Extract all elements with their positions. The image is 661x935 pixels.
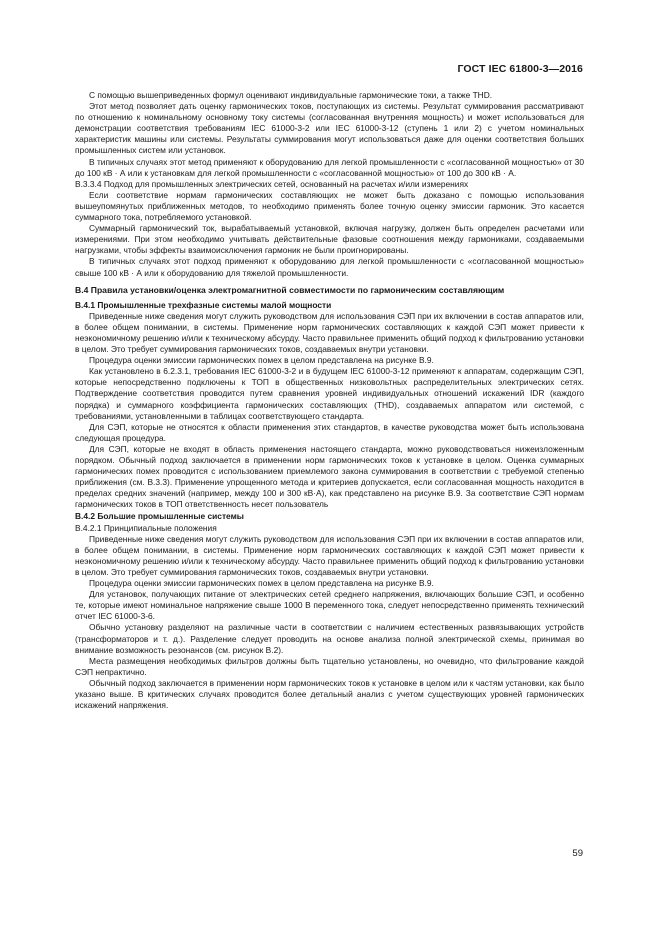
paragraph: В типичных случаях этот метод применяют к оборудованию для легкой промышленности с «согласованной мощностью» от 30 до 100 кВ · А или к установкам для легкой промышленности с «согласованной мощностью» от 100 до 300 кВ · А.	[75, 156, 584, 178]
paragraph: Обычно установку разделяют на различные части в соответствии с наличием естественных развязывающих устройств (трансформаторов и т. д.). Разделение следует проводить на основе анализа полной электрической схемы, принимая во внимание возможность резонансов (см. рисунок В.2).	[75, 622, 584, 655]
section-heading: В.4.1 Промышленные трехфазные системы малой мощности	[75, 299, 332, 310]
paragraph: С помощью вышеприведенных формул оценивают индивидуальные гармонические токи, а также THD.	[89, 90, 493, 100]
paragraph: Для установок, получающих питание от электрических сетей среднего напряжения, включающих большие СЭП, и особенно те, которые имеют номинальное напряжение свыше 1000 В переменного тока, следует непосредственно применять технический отчет IEC 61000-3-6.	[75, 589, 584, 622]
paragraph: Суммарный гармонический ток, вырабатываемый установкой, включая нагрузку, должен быть определен расчетами или измерениями. При этом необходимо учитывать действительные фазовые соотношения между гармониками, создаваемыми нагрузками, чтобы эффекты взаимоисключения гармоник не были проигнорированы.	[75, 223, 584, 256]
paragraph: Места размещения необходимых фильтров должны быть тщательно установлены, но очевидно, что фильтрование каждой СЭП непрактично.	[75, 655, 584, 677]
body-text	[75, 90, 584, 711]
paragraph: Для СЭП, которые не относятся к области применения этих стандартов, в качестве руководства может быть использована следующая процедура.	[75, 421, 584, 443]
section-heading: В.4.2.1 Принципиальные положения	[75, 522, 217, 533]
paragraph: В типичных случаях этот подход применяют к оборудованию для легкой промышленности с «согласованной мощностью» свыше 100 кВ · А или к оборудованию для тяжелой промышленности.	[75, 256, 584, 278]
paragraph: Для СЭП, которые не входят в область применения настоящего стандарта, можно руководствоваться нижеизложенным порядком. Обычный подход заключается в применении норм гармонических токов к установке в целом. Оценка суммарных гармонических помех проводится с использованием приемлемого закона суммирования в соответствии с требуемой степенью приближения (см. В.3.3). Применение упрощенного метода и критериев допускается, если согласованная мощность находится в пределах средних значений (например, между 100 и 300 кВ·А), как представлено на рисунке В.9. За соответствие СЭП нормам гармонических токов в ТОП ответственность несет пользователь	[75, 443, 584, 510]
paragraph: Процедура оценки эмиссии гармонических помех в целом представлена на рисунке В.9.	[89, 355, 434, 366]
paragraph: Если соответствие нормам гармонических составляющих не может быть доказано с помощью использования вышеупомянутых приближенных методов, то необходимо применять более точную оценку эмиссии гармоник. Это касается суммарного тока, потребляемого установкой.	[75, 189, 584, 223]
paragraph: Процедура оценки эмиссии гармонических помех в целом представлена на рисунке В.9.	[89, 578, 434, 589]
paragraph: Этот метод позволяет дать оценку гармонических токов, поступающих из системы. Результат суммирования рассматривают по отношению к номинальному основному току системы (согласованная внутренняя мощность) и может использоваться для демонстрации соответствия требованиям IEC 61000-3-2 или IEC 61000-3-12 (ступень 1 или 2) с учетом номинальных характеристик машины или системы. Результаты суммирования могут использоваться даже для оценки соответствия больших промышленных систем или установок.	[75, 101, 584, 156]
paragraph: Приведенные ниже сведения могут служить руководством для использования СЭП при их включении в состав аппаратов или, в более общем понимании, в системы. Применение норм гармонических составляющих к каждой СЭП может привести к неэкономичному решению и/или к техническому абсурду. Часто правильнее применить общий подход к фильтрованию установки в целом. Это требует суммирования гармонических токов, создаваемых внутри установки.	[75, 310, 584, 355]
paragraph: Приведенные ниже сведения могут служить руководством для использования СЭП при их включении в состав аппаратов или, в более общем понимании, в системы. Применение норм гармонических составляющих к каждой СЭП может привести к неэкономичному решению и/или к техническому абсурду. Часто правильнее применить общий подход к фильтрованию установки в целом. Это требует суммирования гармонических токов, создаваемых внутри установки.	[75, 533, 584, 577]
paragraph: Как установлено в 6.2.3.1, требования IEC 61000-3-2 и в будущем IEC 61000-3-12 применяют к аппаратам, содержащим СЭП, которые непосредственно подключены к ТОП в общественных низковольтных распределительных электрических сетях. Подтверждение соответствия проводится путем сравнения уровней индивидуальных отношений искажений IDR (каждого порядка) и суммарного коэффициента гармонических составляющих (THD), создаваемых аппаратом или системой, с требованиями, установленными в таблицах соответствующего стандарта.	[75, 366, 584, 421]
page-number: 59	[572, 848, 583, 859]
paragraph: Обычный подход заключается в применении норм гармонических токов к установке в целом или к частям установки, как было указано выше. В критических случаях проводится более детальный анализ с учетом существующих уровней гармонических искажений напряжения.	[75, 677, 584, 711]
section-heading: В.3.3.4 Подход для промышленных электрических сетей, основанный на расчетах и/или измерениях	[75, 178, 469, 189]
section-heading: В.4 Правила установки/оценка электромагнитной совместимости по гармоническим составляющим	[75, 284, 505, 295]
section-heading: В.4.2 Большие промышленные системы	[75, 511, 244, 522]
standard-header: ГОСТ IEC 61800-3—2016	[457, 63, 583, 75]
